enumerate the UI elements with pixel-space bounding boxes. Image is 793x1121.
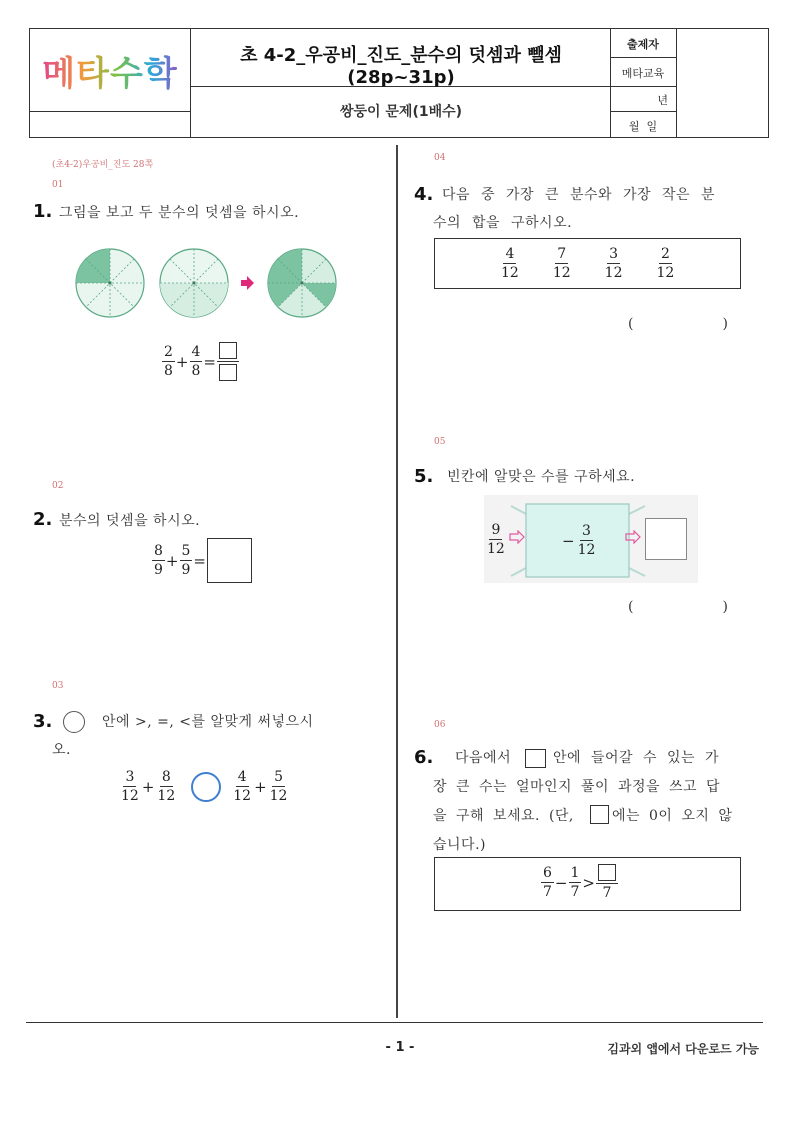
fraction: $\frac{8}{12}$ (157, 769, 176, 804)
fraction: $\frac{5}{12}$ (269, 769, 288, 804)
fraction: $\frac{6}{7}$ (543, 865, 552, 900)
page-number: - 1 - (385, 1040, 415, 1055)
numerator-answer-box[interactable] (219, 342, 237, 359)
answer-fraction-box[interactable] (217, 342, 239, 381)
question-text: 다음 중 가장 큰 분수와 가장 작은 분 (442, 187, 715, 203)
column-divider (396, 145, 398, 1018)
fraction-circles-figure (72, 243, 342, 323)
header-divider (610, 57, 676, 58)
header-divider (676, 29, 677, 137)
fraction-option: $\frac{2}{12}$ (656, 246, 675, 281)
page-title: 초 4-2_우공비_진도_분수의 덧셈과 뺄셈(28p~31p) (240, 45, 562, 88)
answer-blank[interactable]: ( ) (628, 316, 728, 332)
question-code: 06 (434, 720, 446, 730)
fraction: $\frac{9}{12}$ (487, 522, 505, 557)
inequality: $\frac{6}{7}$ − $\frac{1}{7}$ > 7 (541, 864, 618, 901)
fraction: $\frac{1}{7}$ (570, 865, 580, 900)
page-subtitle: 쌍둥이 문제(1배수) (339, 104, 463, 120)
question-text-cont: 수의 합을 구하시오. (433, 215, 573, 231)
author-label: 출제자 (627, 38, 659, 51)
fraction: $\frac{8}{9}$ (154, 543, 163, 578)
worksheet-header (29, 28, 769, 138)
year-label: 년 (657, 94, 668, 107)
question-text: 장 큰 수는 얼마인지 풀이 과정을 쓰고 답 (433, 779, 721, 795)
arrow-right-icon (625, 530, 641, 544)
footer-note: 김과외 앱에서 다운로드 가능 (607, 1042, 759, 1056)
fraction: $\frac{3}{12}$ (577, 523, 596, 558)
answer-box[interactable] (207, 538, 252, 583)
logo (30, 29, 190, 111)
header-divider (610, 86, 676, 87)
q3-comparison: $\frac{3}{12}$ + $\frac{8}{12}$ $\frac{4}{12}$ + $\frac{5}{12}$ (121, 769, 288, 804)
question-code: 01 (52, 180, 64, 190)
question-number: 1. (33, 201, 53, 222)
source-note: (초4-2)우공비_진도 28쪽 (52, 160, 154, 170)
question-text: 안에 들어갈 수 있는 가 (553, 750, 720, 766)
month-day-label: 월 일 (628, 120, 658, 133)
denominator-answer-box[interactable] (219, 364, 237, 381)
footer-divider (26, 1022, 763, 1023)
inequality-box (434, 857, 741, 911)
fraction: $\frac{3}{12}$ (121, 769, 139, 804)
answer-blank[interactable]: ( ) (628, 599, 728, 615)
fraction-option: $\frac{3}{12}$ (604, 246, 623, 281)
circle-four-eighths (160, 249, 228, 317)
author-value: 메타교육 (621, 67, 665, 80)
arrow-icon (241, 276, 254, 290)
circle-two-eighths (76, 249, 144, 317)
input-fraction (485, 522, 507, 557)
q1-equation: $\frac{2}{8}$ + $\frac{4}{8}$ = (162, 342, 239, 381)
question-text: 안에 >, =, <를 알맞게 써넣으시 (102, 714, 314, 730)
question-number: 4. (414, 184, 434, 205)
header-divider (190, 29, 191, 137)
fraction-options-box (434, 238, 741, 289)
question-text: 다음에서 (455, 750, 512, 766)
question-text: 그림을 보고 두 분수의 덧셈을 하시오. (59, 205, 300, 221)
blank-box-icon (525, 749, 546, 768)
question-text: 에는 0이 오지 않 (612, 808, 733, 824)
fraction-option: $\frac{7}{12}$ (552, 246, 571, 281)
numerator-answer-box[interactable] (598, 864, 616, 881)
question-code: 02 (52, 481, 64, 491)
question-number: 5. (414, 466, 434, 487)
question-text: 분수의 덧셈을 하시오. (59, 513, 201, 529)
question-code: 04 (434, 153, 446, 163)
question-number: 2. (33, 509, 53, 530)
fraction-option: $\frac{4}{12}$ (501, 246, 519, 281)
unknown-fraction[interactable]: 7 (596, 864, 618, 901)
fraction: $\frac{4}{12}$ (233, 769, 252, 804)
fraction: $\frac{4}{8}$ (191, 344, 201, 379)
comparison-circle-icon (63, 711, 85, 733)
q2-equation: $\frac{8}{9}$ + $\frac{5}{9}$ = (152, 538, 252, 583)
fraction: $\frac{5}{9}$ (181, 543, 191, 578)
header-divider (30, 111, 190, 112)
output-answer-box[interactable] (645, 518, 687, 560)
question-number: 6. (414, 747, 434, 768)
question-text: 빈칸에 알맞은 수를 구하세요. (447, 469, 636, 485)
question-text: 을 구해 보세요. (단, (433, 808, 574, 824)
question-code: 05 (434, 437, 446, 447)
comparison-answer-circle[interactable] (191, 772, 221, 802)
question-number: 3. (33, 711, 53, 732)
operation-fraction: − $\frac{3}{12}$ (562, 523, 596, 558)
question-text-cont: 오. (52, 742, 71, 758)
logo-text: 메타수학 (42, 46, 177, 95)
blank-box-icon (590, 805, 609, 824)
fraction: $\frac{2}{8}$ (164, 344, 173, 379)
header-divider (610, 111, 676, 112)
circle-result (268, 249, 336, 317)
question-text: 습니다.) (433, 837, 486, 853)
question-code: 03 (52, 681, 64, 691)
